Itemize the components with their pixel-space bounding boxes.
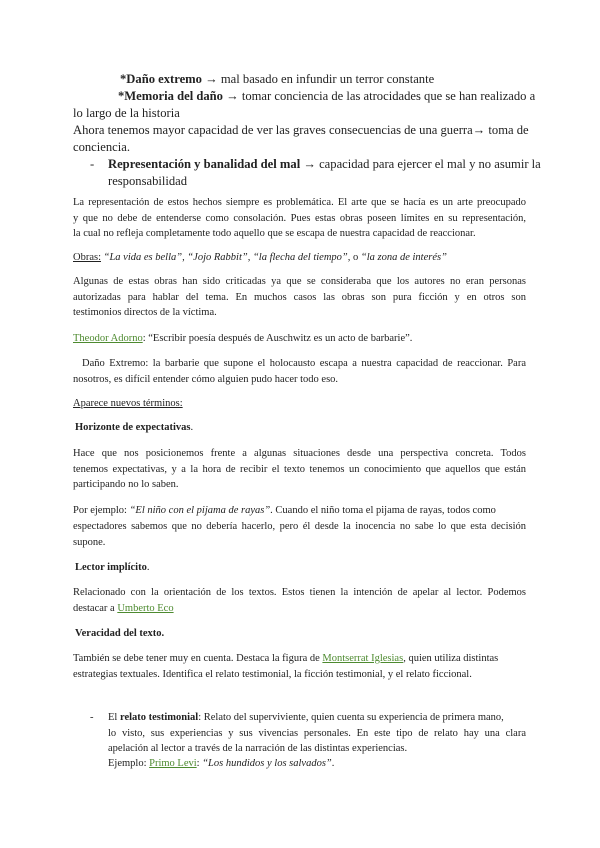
ejemplo1-line1 (73, 505, 496, 516)
terminos-label: Aparece nuevos términos: (73, 398, 183, 409)
adorno-link[interactable]: Theodor Adorno (73, 333, 143, 344)
ejemplo1-line2: espectadores sabemos que no debería hacerlo, pero él desde la inocencia no sabe lo que esta decisión (73, 521, 526, 532)
para1-line3: la cual no refleja completamente todo aquello que se escapa de nuestra capacidad de reaccionar. (73, 228, 476, 239)
adorno-line (73, 333, 412, 344)
horizonte-line3: participando no lo saben. (73, 479, 179, 490)
horizonte-term: Horizonte de expectativas (75, 422, 191, 433)
adorno-quote: : “Escribir poesía después de Auschwitz es un acto de barbarie”. (142, 333, 413, 344)
lector-heading (75, 562, 149, 573)
veracidad-heading: Veracidad del texto. (75, 628, 165, 639)
para1-line2: y que no debe de entenderse como consolación. Pues estas obras poseen límites en su representación, (73, 213, 526, 224)
lector-line2 (73, 603, 174, 614)
obras-conj: o (350, 252, 361, 263)
para2-line1: Algunas de estas obras han sido criticadas ya que se consideraba que los autores no eran personas (73, 276, 526, 287)
memoria-dano-cont: lo largo de la historia (73, 106, 180, 120)
banalidad-def: → capacidad para ejercer el mal y no asumir la (300, 157, 541, 171)
para1-line1: La representación de estos hechos siempre es problemática. El arte que se hacía es un arte preocupado (73, 197, 526, 208)
relato-ej-prefix: Ejemplo: (108, 758, 150, 769)
horizonte-line2: tenemos expectativas, y a la hora de recibir el texto tenemos un conocimiento que aquellos que están (73, 464, 526, 475)
consecuencias-cont: conciencia. (73, 140, 130, 154)
memoria-dano-line (118, 89, 535, 104)
veracidad-rest: , quien utiliza distintas (403, 653, 499, 664)
relato-ej-sep: : (196, 758, 203, 769)
horizonte-heading (75, 422, 193, 433)
veracidad-line1 (73, 653, 498, 664)
relato-dash: - (90, 712, 94, 723)
memoria-dano-term: *Memoria del daño (118, 89, 223, 103)
horizonte-line1: Hace que nos posicionemos frente a algunas situaciones desde una perspectiva concreta. Todos (73, 448, 526, 459)
obras-label: Obras: (73, 252, 101, 263)
banalidad-cont: responsabilidad (108, 174, 188, 188)
para2-line3: testimonios directos de la víctima. (73, 307, 217, 318)
para3-line2: nosotros, es difícil entender cómo alguien pudo hacer todo eso. (73, 374, 339, 385)
obras-last-title: “la zona de interés” (360, 252, 447, 263)
consecuencias-line: Ahora tenemos mayor capacidad de ver las graves consecuencias de una guerra→ toma de (73, 123, 529, 137)
relato-line1 (108, 712, 504, 723)
veracidad-line2: estrategias textuales. Identifica el relato testimonial, la ficción testimonial, y el relato ficcional. (73, 669, 472, 680)
dano-extremo-def: → mal basado en infundir un terror constante (201, 72, 435, 86)
lector-line1: Relacionado con la orientación de los textos. Estos tienen la intención de apelar al lector. Podemos (73, 587, 526, 598)
horizonte-tail: . (190, 422, 194, 433)
ejemplo1-prefix: Por ejemplo: (73, 505, 130, 516)
obras-line (73, 252, 447, 263)
dano-extremo-line (120, 72, 434, 87)
relato-prefix: El (108, 712, 120, 723)
relato-ej-title: “Los hundidos y los salvados” (202, 758, 332, 769)
dano-extremo-term: *Daño extremo (120, 72, 202, 86)
ejemplo1-line3: supone. (73, 537, 106, 548)
primo-levi-link[interactable]: Primo Levi (149, 758, 197, 769)
lector-prefix: destacar a (73, 603, 118, 614)
veracidad-prefix: También se debe tener muy en cuenta. Destaca la figura de (73, 653, 323, 664)
relato-line3: apelación al lector a través de la narración de las distintas experiencias. (108, 743, 408, 754)
lector-term: Lector implícito (75, 562, 147, 573)
relato-line2: lo visto, sus experiencias y sus vivencias personales. En este tipo de relato hay una clara (108, 728, 526, 739)
para3-line1: Daño Extremo: la barbarie que supone el holocausto escapa a nuestra capacidad de reaccionar. Para (73, 358, 526, 369)
lector-tail: . (146, 562, 150, 573)
montserrat-iglesias-link[interactable]: Montserrat Iglesias (322, 653, 404, 664)
obras-titles: “La vida es bella”, “Jojo Rabbit”, “la flecha del tiempo”, (103, 252, 351, 263)
relato-ejemplo (108, 758, 334, 769)
ejemplo1-title: “El niño con el pijama de rayas” (129, 505, 271, 516)
para2-line2: autorizadas para hablar del tema. En muchos casos las obras son pura ficción y en otros son (73, 292, 526, 303)
ejemplo1-rest: . Cuando el niño toma el pijama de rayas, todos como (270, 505, 496, 516)
relato-term: relato testimonial (119, 712, 199, 723)
relato-rest: : Relato del superviviente, quien cuenta su experiencia de primera mano, (198, 712, 504, 723)
banalidad-line (108, 157, 541, 172)
umberto-eco-link[interactable]: Umberto Eco (117, 603, 174, 614)
relato-ej-end: . (331, 758, 335, 769)
banalidad-term: Representación y banalidad del mal (108, 157, 301, 171)
bullet-dash: - (90, 157, 95, 171)
memoria-dano-def: → tomar conciencia de las atrocidades que se han realizado a (222, 89, 536, 103)
